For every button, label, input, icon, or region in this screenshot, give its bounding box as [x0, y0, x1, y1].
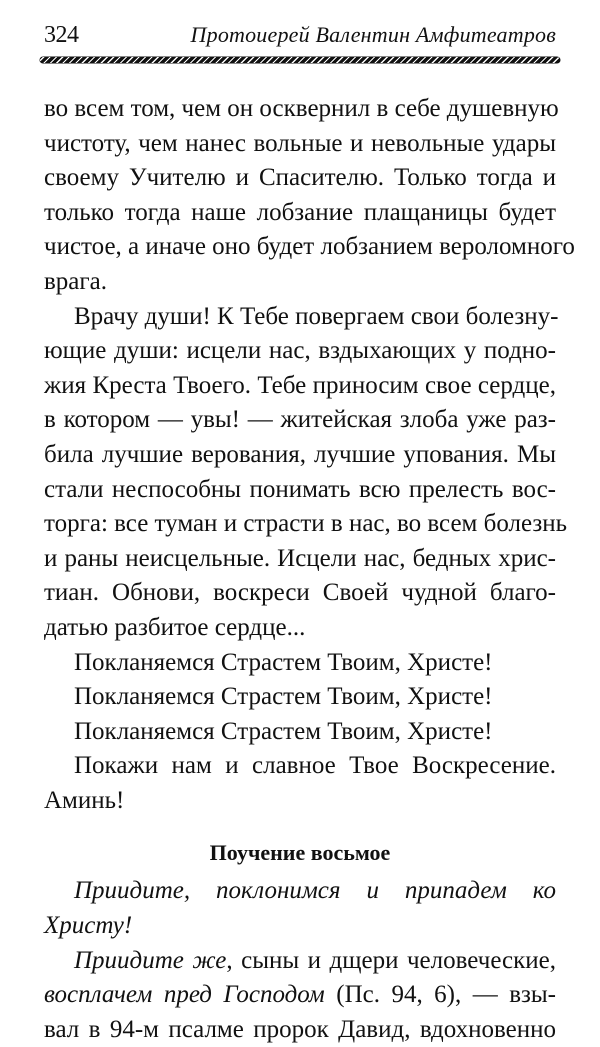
- text-line: [44, 978, 556, 1013]
- book-page: [44, 0, 575, 1043]
- text-line: чистоту, чем нанес вольные и невольные удары: [44, 129, 556, 157]
- text-line: Врачу души! К Тебе повергаем свои болезну-: [74, 302, 559, 330]
- section-heading: Поучение восьмое: [209, 840, 391, 866]
- refrain: [44, 646, 556, 750]
- text-line: стали неспособны понимать всю прелесть вос-: [44, 475, 556, 503]
- text-line: торга: все туман и страсти в нас, во всем болезнь: [44, 510, 568, 538]
- paragraph-1: [44, 92, 575, 300]
- text-line: тиан. Обнови, воскреси Своей чудной благо-: [44, 579, 556, 607]
- text-line: ющие души: исцели нас, вздыхающих у подно-: [44, 337, 556, 365]
- text-line: Аминь!: [44, 786, 125, 814]
- text-line: в котором — увы! — житейская злоба уже раз-: [44, 406, 556, 434]
- text-line: во всем том, чем он осквернил в себе душевную: [44, 95, 559, 122]
- text-line: своему Учителю и Спасителю. Только тогда и: [44, 164, 556, 192]
- refrain-line: Покланяемся Страстем Твоим, Христе!: [74, 683, 493, 711]
- paragraph-3: [44, 749, 556, 818]
- text-run: , сыны и дщери человеческие,: [226, 946, 557, 974]
- decorative-rope-divider: [40, 57, 560, 63]
- text-line: чистое, а иначе оно будет лобзанием вероломного: [44, 233, 575, 261]
- page-number: 324: [44, 22, 79, 48]
- text-line: [44, 944, 556, 979]
- text-line: жия Креста Твоего. Тебе приносим свое сердце,: [44, 371, 556, 399]
- running-title: Протоиерей Валентин Амфитеатров: [190, 22, 556, 47]
- epigraph: [44, 874, 556, 943]
- text-line: врага.: [44, 267, 108, 295]
- text-run: (Пс. 94, 6), — взы-: [324, 981, 556, 1009]
- paragraph-2: [44, 300, 568, 646]
- text-line: датью разбитое сердце...: [44, 613, 306, 641]
- italic-quote: восплачем пред Господом: [44, 981, 325, 1009]
- section-paragraph-1: [44, 944, 556, 1047]
- refrain-line: Покланяемся Страстем Твоим, Христе!: [74, 648, 493, 676]
- epigraph-line: Приидите, поклонимся и припадем ко: [74, 877, 556, 905]
- text-line: и раны неисцельные. Исцели нас, бедных хрис-: [44, 544, 556, 572]
- refrain-line: Покланяемся Страстем Твоим, Христе!: [74, 717, 493, 745]
- text-line: только тогда наше лобзание плащаницы будет: [44, 198, 556, 226]
- text-line: вал в 94-м псалме пророк Давид, вдохновенно: [44, 1015, 556, 1043]
- text-line: била лучшие верования, лучшие упования. Мы: [44, 440, 556, 468]
- running-head: [44, 22, 556, 56]
- italic-quote: Приидите же: [74, 946, 227, 974]
- body-text: [44, 92, 575, 1047]
- text-line: Покажи нам и славное Твое Воскресение.: [74, 752, 556, 780]
- epigraph-line: Христу!: [44, 912, 133, 940]
